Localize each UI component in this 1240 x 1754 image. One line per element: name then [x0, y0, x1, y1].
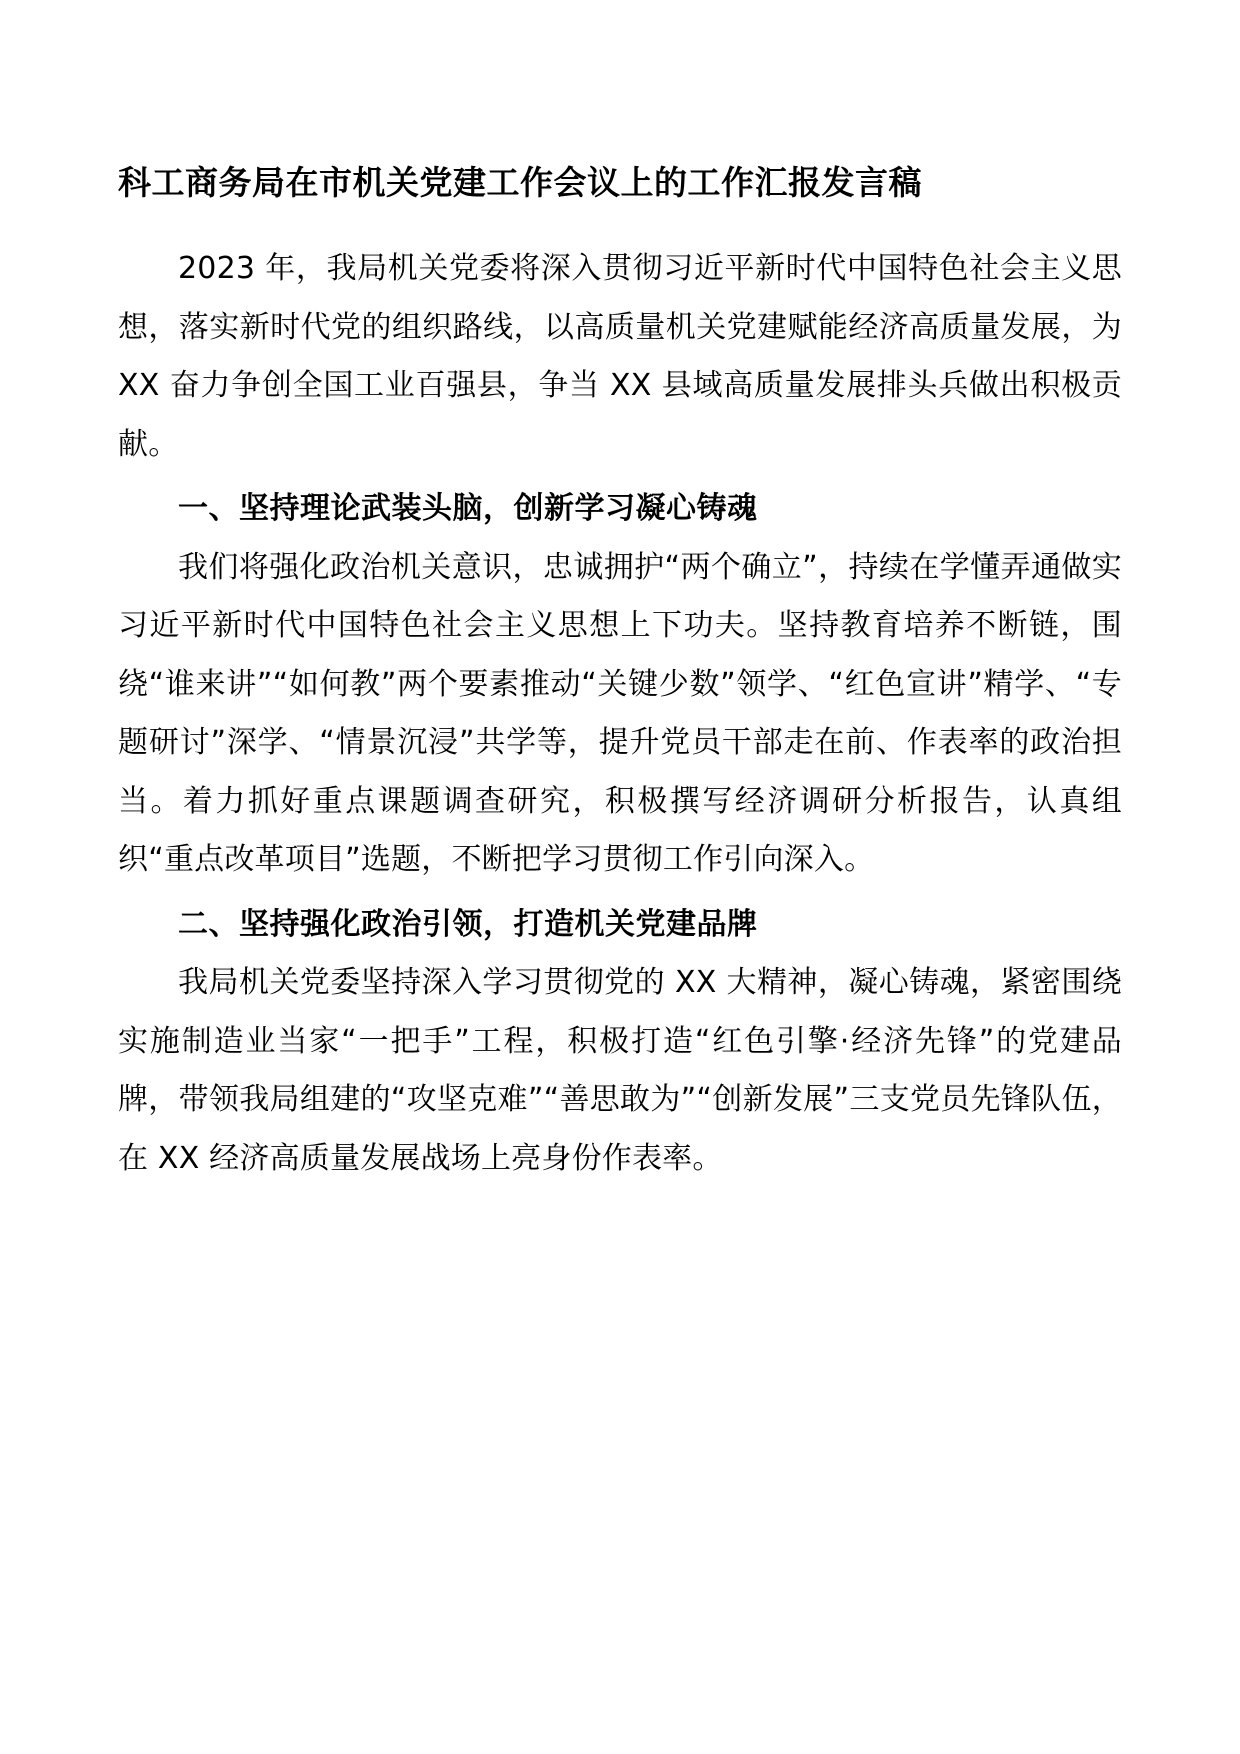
document-title: 科工商务局在市机关党建工作会议上的工作汇报发言稿	[118, 163, 922, 202]
section-heading-two: 二、坚持强化政治引领，打造机关党建品牌	[178, 906, 758, 942]
body-paragraph: 我局机关党委坚持深入学习贯彻党的 XX 大精神，凝心铸魂，紧密围绕实施制造业当家“一把手”工程，积极打造“红色引擎·经济先锋”的党建品牌，带领我局组建的“攻坚克难”“善思敢为”“创新发展”三支党员先锋队伍，在 XX 经济高质量发展战场上亮身份作表率。	[118, 965, 1122, 1176]
body-paragraph: 我们将强化政治机关意识，忠诚拥护“两个确立”，持续在学懂弄通做实习近平新时代中国特色社会主义思想上下功夫。坚持教育培养不断链，围绕“谁来讲”“如何教”两个要素推动“关键少数”领学、“红色宣讲”精学、“专题研讨”深学、“情景沉浸”共学等，提升党员干部走在前、作表率的政治担当。着力抓好重点课题调查研究，积极撰写经济调研分析报告，认真组织“重点改革项目”选题，不断把学习贯彻工作引向深入。	[118, 549, 1122, 878]
section-heading-one: 一、坚持理论武装头脑，创新学习凝心铸魂	[178, 491, 758, 527]
body-paragraph: 2023 年，我局机关党委将深入贯彻习近平新时代中国特色社会主义思想，落实新时代党的组织路线，以高质量机关党建赋能经济高质量发展，为 XX 奋力争创全国工业百强县，争当 XX 县域高质量发展排头兵做出积极贡献。	[118, 251, 1122, 462]
